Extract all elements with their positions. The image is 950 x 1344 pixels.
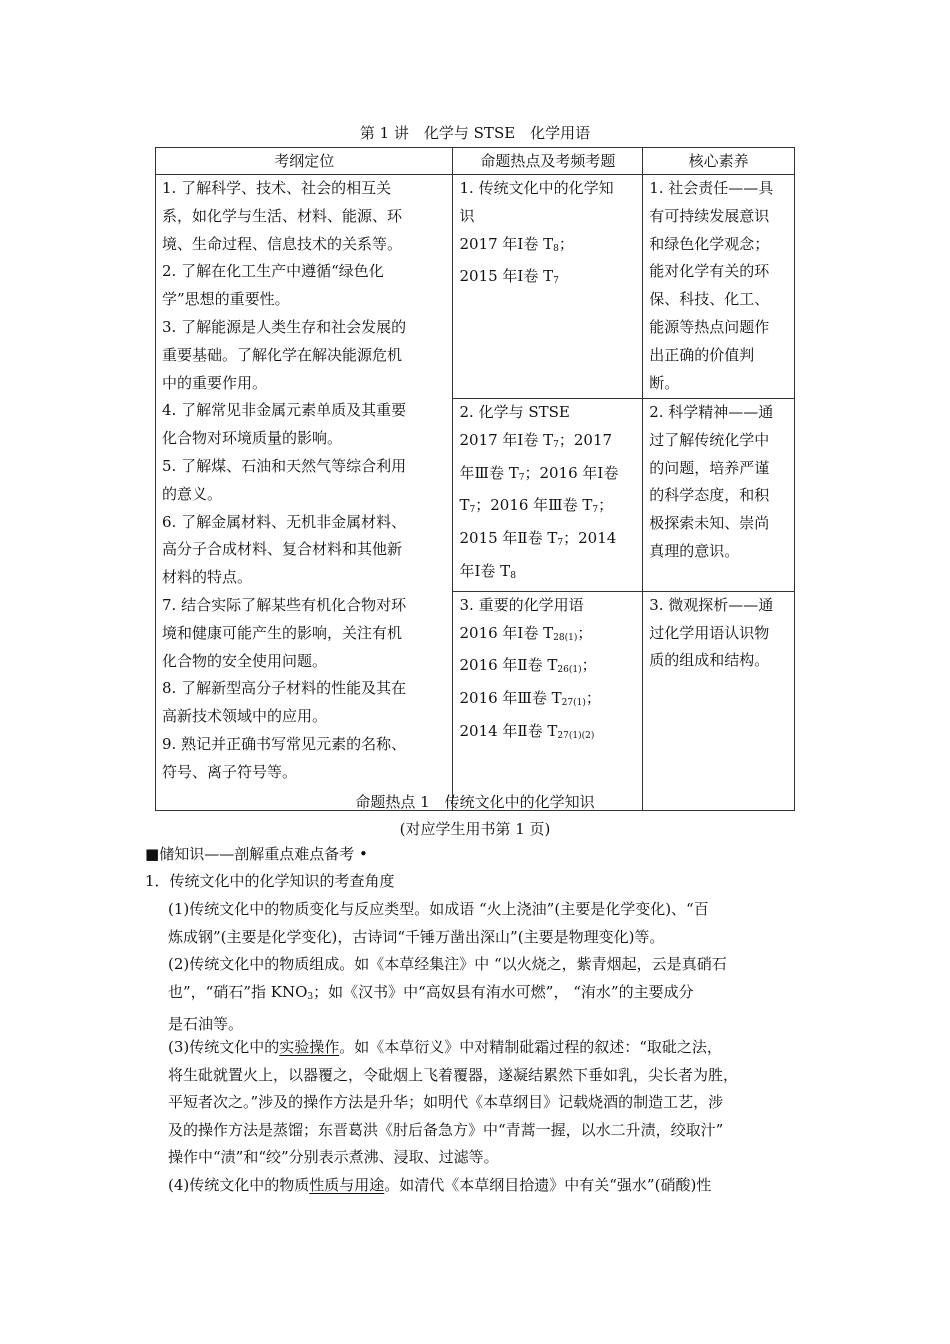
section-reference: (对应学生用书第 1 页): [399, 820, 551, 838]
hot2-ref: $T_7$；2016 年Ⅲ卷 $T_7$；: [459, 496, 614, 516]
syllabus-line: 系，如化学与生活、材料、能源、环: [162, 206, 403, 225]
syllabus-line: 1. 了解科学、技术、社会的相互关: [162, 179, 392, 197]
hot2-ref: 2017 年Ⅰ卷 $T_7$；2017: [459, 430, 613, 450]
syllabus-line: 化合物对环境质量的影响。: [162, 429, 343, 448]
core2-line: 极探索未知、崇尚: [649, 514, 770, 533]
core3-line: 质的组成和结构。: [649, 651, 770, 670]
syllabus-line: 学”思想的重要性。: [162, 290, 290, 309]
syllabus-line: 重要基础。了解化学在解决能源危机: [162, 345, 403, 364]
syllabus-table: [155, 147, 795, 811]
syllabus-line: 9. 熟记并正确书写常见元素的名称、: [162, 734, 407, 753]
hot2-title: 2. 化学与 STSE: [459, 403, 570, 421]
syllabus-line: 4. 了解常见非金属元素单质及其重要: [162, 401, 407, 420]
core1-line: 能源等热点问题作: [649, 317, 770, 336]
syllabus-line: 6. 了解金属材料、无机非金属材料、: [162, 512, 407, 531]
header-syllabus: 考纲定位: [156, 148, 453, 175]
syllabus-line: 高分子合成材料、复合材料和其他新: [162, 540, 403, 559]
core1-line: 断。: [649, 373, 680, 392]
hot2-ref: 年Ⅲ卷 $T_7$；2016 年Ⅰ卷: [459, 463, 619, 483]
hot3-ref: 2016 年Ⅱ卷 $T_{26(1)}$；: [459, 656, 597, 676]
hot1-title: 1. 传统文化中的化学知: [459, 179, 614, 197]
syllabus-line: 高新技术领域中的应用。: [162, 707, 328, 726]
syllabus-line: 化合物的安全使用问题。: [162, 651, 328, 670]
core1-line: 1. 社会责任——具: [649, 179, 774, 197]
syllabus-line: 3. 了解能源是人类生存和社会发展的: [162, 317, 407, 336]
hot3-ref: 2016 年Ⅰ卷 $T_{28(1)}$；: [459, 623, 593, 643]
paragraph-3: (3)传统文化中的实验操作。如《本草衍义》中对精制砒霜过程的叙述：“取砒之法， 将生砒就置火上，以器覆之，令砒烟上飞着覆器，遂凝结累然下垂如乳，尖长者为胜， 平短者次之。”涉及的操作方法是升华；如明代《本草纲目》记载烧酒的制造工艺，涉 及的操作方法是蒸馏；东晋葛洪《肘后备急方》中“青蒿一握，以水二升渍，绞取汁” 操作中“渍”和“绞”分别表示煮沸、浸取、过滤等。: [168, 1038, 739, 1167]
syllabus-line: 2. 了解在化工生产中遵循“绿色化: [162, 262, 384, 281]
core1-line: 有可持续发展意识: [649, 206, 770, 225]
knowledge-heading: ■储知识——剖解重点难点备考 •: [145, 845, 368, 863]
hot3-ref: 2016 年Ⅲ卷 $T_{27(1)}$；: [459, 689, 601, 709]
core-2-cell: [643, 399, 795, 592]
hot-topic-2-cell: [453, 399, 643, 592]
core1-line: 保、科技、化工、: [649, 290, 770, 309]
hot2-ref: 年Ⅰ卷 $T_8$: [459, 561, 516, 581]
header-hot-topics: 命题热点及考频考题: [453, 148, 643, 175]
core2-line: 过了解传统化学中: [649, 430, 770, 449]
syllabus-line: 8. 了解新型高分子材料的性能及其在: [162, 679, 407, 698]
hot1-ref-1: 2017 年Ⅰ卷 $T_8$；: [459, 234, 574, 254]
underlined-term: 实验操作: [279, 1038, 340, 1056]
hot-topic-3-cell: [453, 591, 643, 810]
underlined-term: 性质与用途: [309, 1176, 385, 1194]
syllabus-line: 境和健康可能产生的影响，关注有机: [162, 623, 403, 642]
paragraph-4: (4)传统文化中的物质性质与用途。如清代《本草纲目拾遗》中有关“强水”(硝酸)性: [168, 1176, 712, 1194]
syllabus-line: 5. 了解煤、石油和天然气等综合利用: [162, 456, 407, 475]
hot3-ref: 2014 年Ⅱ卷 $T_{27(1)(2)}$: [459, 721, 595, 741]
hot1-title-cont: 识: [459, 206, 475, 225]
core1-line: 出正确的价值判: [649, 345, 755, 364]
syllabus-line: 境、生命过程、信息技术的关系等。: [162, 234, 403, 253]
syllabus-cell: [156, 175, 453, 811]
paragraph-2: (2)传统文化中的物质组成。如《本草经集注》中 “以火烧之，紫青烟起，云是真硝石 也”，“硝石”指 $KNO_3$；如《汉书》中“高奴县有洧水可燃”， “洧水”的主要成分 是石油等。: [168, 955, 727, 1034]
lecture-title: 第 1 讲 化学与 STSE 化学用语: [359, 124, 591, 142]
core1-line: 和绿色化学观念；: [649, 234, 770, 253]
syllabus-line: 材料的特点。: [162, 568, 253, 587]
core2-line: 的科学态度，和积: [649, 486, 770, 505]
syllabus-line: 中的重要作用。: [162, 373, 268, 392]
core1-line: 能对化学有关的环: [649, 262, 770, 281]
hot2-ref: 2015 年Ⅱ卷 $T_7$；2014: [459, 529, 617, 549]
point-1-heading: 1．传统文化中的化学知识的考查角度: [145, 872, 395, 890]
hot-topic-1-cell: [453, 175, 643, 399]
section-title: 命题热点 1 传统文化中的化学知识: [355, 793, 595, 811]
square-bullet-icon: ■: [145, 845, 160, 863]
syllabus-line: 的意义。: [162, 484, 223, 503]
header-core-literacy: 核心素养: [643, 148, 795, 175]
core2-line: 真理的意识。: [649, 541, 740, 560]
core-3-cell: [643, 591, 795, 810]
syllabus-line: 7. 结合实际了解某些有机化合物对环: [162, 595, 407, 614]
core-1-cell: [643, 175, 795, 399]
hot1-ref-2: 2015 年Ⅰ卷 $T_7$: [459, 267, 559, 287]
table-header-row: [156, 148, 795, 175]
hot3-title: 3. 重要的化学用语: [459, 595, 584, 614]
table-row: [156, 175, 795, 399]
core2-line: 2. 科学精神——通: [649, 403, 774, 421]
syllabus-line: 符号、离子符号等。: [162, 762, 298, 781]
core3-line: 3. 微观探析——通: [649, 595, 774, 614]
core2-line: 的问题，培养严谨: [649, 458, 770, 477]
paragraph-1: (1)传统文化中的物质变化与反应类型。如成语 “火上浇油”(主要是化学变化)、“百 炼成钢”(主要是化学变化)，古诗词“千锤万凿出深山”(主要是物理变化)等。: [168, 900, 709, 946]
core3-line: 过化学用语认识物: [649, 623, 770, 642]
